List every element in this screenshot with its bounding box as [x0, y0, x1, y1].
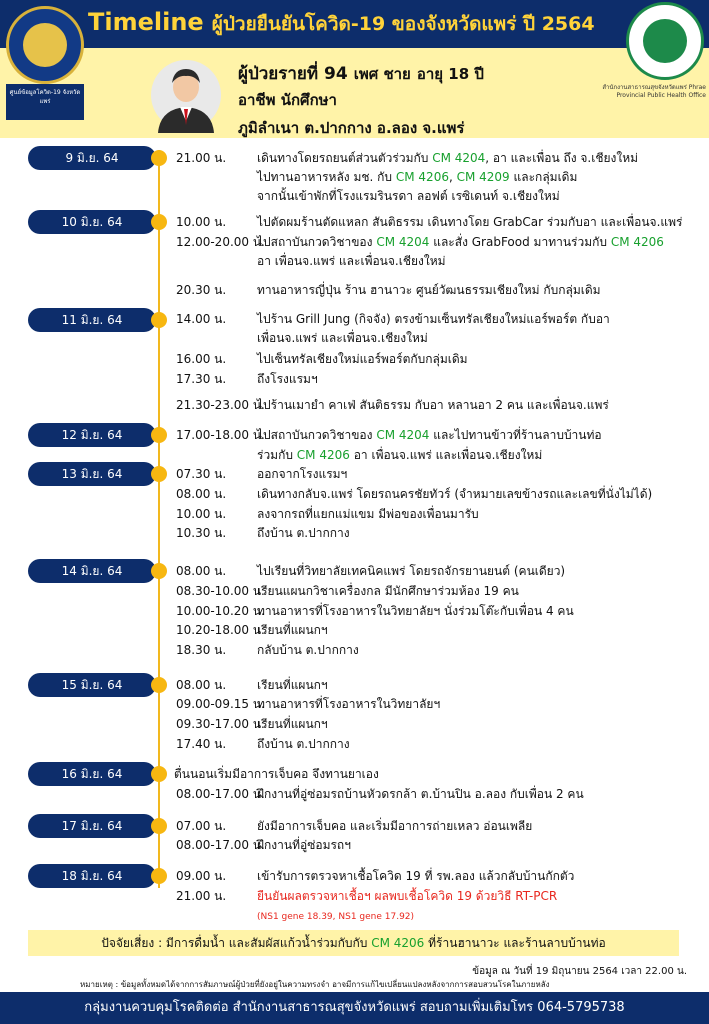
event-description: [257, 396, 609, 415]
event-description: [257, 310, 610, 329]
event-description: [257, 906, 414, 927]
timeline-event: [0, 426, 709, 445]
event-time: 20.30 น.: [176, 283, 227, 297]
timeline-event: [0, 187, 709, 206]
text-segment: ร่วมกับ: [257, 448, 297, 462]
case-number: ผู้ป่วยรายที่ 94: [238, 64, 348, 84]
text-segment: และสั่ง GrabFood มาทานร่วมกับ: [429, 235, 611, 249]
timeline-event: [0, 350, 709, 369]
event-description: [257, 562, 565, 581]
event-time: 10.00 น.: [176, 507, 227, 521]
text-segment: ลงจากรถที่แยกแม่แขม มีพ่อของเพื่อนมารับ: [257, 507, 479, 521]
event-description: [257, 505, 479, 524]
event-description: [257, 281, 601, 300]
footer-contact: กลุ่มงานควบคุมโรคติดต่อ สำนักงานสาธารณสุขจังหวัดแพร่ สอบถามเพิ่มเติมโทร 064-5795738: [0, 992, 709, 1024]
event-time: 17.00-18.00 น.: [176, 428, 265, 442]
text-segment: ฝึกงานที่อู่ซ่อมรถฯ: [257, 838, 351, 852]
event-time: 12.00-20.00 น.: [176, 235, 265, 249]
case-reference: CM 4206: [610, 235, 664, 249]
event-description: [257, 867, 574, 886]
text-segment: ปัจจัยเสี่ยง : มีการดื่มน้ำ และสัมผัสแก้วน้ำร่วมกับกับ: [101, 936, 372, 950]
text-segment: ไปสถาบันกวดวิชาของ: [257, 235, 377, 249]
event-time: 10.20-18.00 น.: [176, 623, 265, 637]
event-description: [257, 252, 446, 271]
text-segment: ถึงบ้าน ต.ปากกาง: [257, 737, 350, 751]
date-pill: 14 มิ.ย. 64: [28, 559, 156, 583]
event-time: 17.30 น.: [176, 372, 227, 386]
patient-age: อายุ 18 ปี: [416, 65, 484, 83]
text-segment: จากนั้นเข้าพักที่โรงแรมรินรดา ลอฟต์ เรซิเดนท์ จ.เชียงใหม่: [257, 189, 560, 203]
text-segment: ถึงบ้าน ต.ปากกาง: [257, 526, 350, 540]
text-segment: เรียนที่แผนกฯ: [257, 623, 328, 637]
event-description: [257, 187, 560, 206]
patient-occupation: อาชีพ นักศึกษา: [238, 91, 337, 109]
text-segment: ไปสถาบันกวดวิชาของ: [257, 428, 377, 442]
event-time: 21.00 น.: [176, 889, 227, 903]
case-reference: CM 4206: [371, 936, 425, 950]
timeline-event: [0, 621, 709, 640]
health-office-caption: สำนักงานสาธารณสุขจังหวัดแพร่ Phrae Provincial Public Health Office: [602, 84, 706, 99]
timeline-event: [0, 329, 709, 348]
timeline-event: [0, 252, 709, 271]
text-segment: ทานอาหารที่โรงอาหารในวิทยาลัยฯ นั่งร่วมโต๊ะกับเพื่อน 4 คน: [257, 604, 574, 618]
event-time: 08.00 น.: [176, 487, 227, 501]
highlight-text: ยืนยันผลตรวจหาเชื้อฯ ผลพบเชื้อโควิด 19 ด้วยวิธี RT-PCR: [257, 889, 558, 903]
timeline-event: [0, 310, 709, 329]
covid-center-caption: ศูนย์ข้อมูลโควิด-19 จังหวัดแพร่: [6, 84, 84, 120]
event-time: 09.00-09.15 น.: [176, 697, 265, 711]
timeline-event: [0, 641, 709, 660]
timeline-event: [0, 735, 709, 754]
case-reference: CM 4206: [296, 448, 350, 462]
case-reference: CM 4209: [456, 170, 510, 184]
event-time: 08.00-17.00 น.: [176, 838, 265, 852]
event-description: [257, 695, 440, 714]
timeline-event: [0, 524, 709, 543]
phrae-provincial-seal-logo: [6, 6, 84, 84]
date-pill: 9 มิ.ย. 64: [28, 146, 156, 170]
case-reference: CM 4204: [376, 235, 430, 249]
event-description: [257, 602, 574, 621]
event-description: [257, 715, 328, 734]
event-time: 08.00-17.00 น.: [176, 787, 265, 801]
timeline-event: [0, 785, 709, 804]
timeline-event: [0, 676, 709, 695]
event-time: 18.30 น.: [176, 643, 227, 657]
event-time: 10.00 น.: [176, 215, 227, 229]
case-reference: CM 4204: [432, 151, 486, 165]
date-pill: 13 มิ.ย. 64: [28, 462, 156, 486]
timeline-event: [0, 582, 709, 601]
timeline-event: [0, 396, 709, 415]
text-segment: ยังมีอาการเจ็บคอ และเริ่มมีอาการถ่ายเหลว อ่อนเพลีย: [257, 819, 533, 833]
risk-factor-box: [28, 930, 679, 956]
patient-hometown: ภูมิลำเนา ต.ปากกาง อ.ลอง จ.แพร่: [238, 119, 465, 137]
text-segment: เรียนที่แผนกฯ: [257, 678, 328, 692]
text-segment: ไปเซ็นทรัลเชียงใหม่แอร์พอร์ตกับกลุ่มเดิม: [257, 352, 468, 366]
event-time: 07.00 น.: [176, 819, 227, 833]
text-segment: เดินทางโดยรถยนต์ส่วนตัวร่วมกับ: [257, 151, 433, 165]
text-segment: ไปร้าน Grill Jung (กิจจัง) ตรงข้ามเซ็นทรัลเชียงใหม่แอร์พอร์ต กับอา: [257, 312, 610, 326]
timeline-event: [0, 281, 709, 300]
text-segment: ไปร้านเมายำ คาเฟ่ สันติธรรม กับอา หลานอา 2 คน และเพื่อนจ.แพร่: [257, 398, 609, 412]
timeline-event: [0, 485, 709, 504]
event-time: 17.40 น.: [176, 737, 227, 751]
date-pill: 12 มิ.ย. 64: [28, 423, 156, 447]
event-description: [257, 641, 359, 660]
timeline-event: [0, 836, 709, 855]
event-description: [257, 446, 542, 465]
timeline-event: [0, 867, 709, 886]
text-segment: อา เพื่อนจ.แพร่ และเพื่อนจ.เชียงใหม่: [349, 448, 543, 462]
text-segment: เดินทางกลับจ.แพร่ โดยรถนครชัยทัวร์ (จำหมายเลขข้างรถและเลขที่นั่งไม่ได้): [257, 487, 653, 501]
date-pill: 17 มิ.ย. 64: [28, 814, 156, 838]
text-segment: ไปตัดผมร้านตัดแหลก สันติธรรม เดินทางโดย GrabCar ร่วมกับอา และเพื่อนจ.แพร่: [257, 215, 683, 229]
timeline-event: [0, 715, 709, 734]
event-description: [257, 350, 468, 369]
date-pill: 10 มิ.ย. 64: [28, 210, 156, 234]
timeline-event: [0, 602, 709, 621]
event-description: [257, 233, 664, 252]
text-segment: ไปทานอาหารหลัง มช. กับ: [257, 170, 396, 184]
text-segment: และไปทานข้าวที่ร้านลาบบ้านท่อ: [429, 428, 602, 442]
event-description: [174, 765, 379, 784]
patient-sex: เพศ ชาย: [353, 65, 411, 83]
event-time: 09.00 น.: [176, 869, 227, 883]
highlight-text: (NS1 gene 18.39, NS1 gene 17.92): [257, 912, 415, 922]
text-segment: เรียนแผนกวิชาเครื่องกล มีนักศึกษาร่วมห้อง 19 คน: [257, 584, 519, 598]
ministry-public-health-logo: [626, 2, 704, 80]
patient-case-line: [238, 60, 490, 87]
date-pill: 15 มิ.ย. 64: [28, 673, 156, 697]
timeline-event: [0, 370, 709, 389]
text-segment: และกลุ่มเดิม: [509, 170, 578, 184]
timeline-event: [0, 168, 709, 187]
event-time: 09.30-17.00 น.: [176, 717, 265, 731]
event-time: 21.00 น.: [176, 151, 227, 165]
event-description: [257, 213, 683, 232]
text-segment: ออกจากโรงแรมฯ: [257, 467, 348, 481]
event-description: [257, 735, 350, 754]
date-pill: 16 มิ.ย. 64: [28, 762, 156, 786]
event-description: [257, 426, 602, 445]
event-time: 08.30-10.00 น.: [176, 584, 265, 598]
text-segment: ตื่นนอนเริ่มมีอาการเจ็บคอ จึงทานยาเอง: [174, 767, 379, 781]
page-title: [88, 8, 595, 39]
text-segment: ,: [448, 170, 457, 184]
text-segment: , อา และเพื่อน ถึง จ.เชียงใหม่: [485, 151, 639, 165]
timeline-event: [0, 505, 709, 524]
text-segment: ทานอาหารญี่ปุ่น ร้าน ฮานาวะ ศูนย์วัฒนธรรมเชียงใหม่ กับกลุ่มเดิม: [257, 283, 601, 297]
date-pill: 18 มิ.ย. 64: [28, 864, 156, 888]
event-description: [257, 817, 532, 836]
event-time: 08.00 น.: [176, 678, 227, 692]
timeline-event: [0, 562, 709, 581]
event-description: [257, 485, 652, 504]
text-segment: ถึงโรงแรมฯ: [257, 372, 318, 386]
case-reference: CM 4204: [376, 428, 430, 442]
event-time: 10.30 น.: [176, 526, 227, 540]
title-rest: ผู้ป่วยยืนยันโควิด-19 ของจังหวัดแพร่ ปี 2564: [211, 13, 595, 35]
text-segment: เพื่อนจ.แพร่ และเพื่อนจ.เชียงใหม่: [257, 331, 428, 345]
event-description: [257, 168, 577, 187]
case-reference: CM 4206: [395, 170, 449, 184]
event-description: [257, 676, 328, 695]
remark-note: หมายเหตุ : ข้อมูลทั้งหมดได้จากการสัมภาษณ์ผู้ป่วยที่ยังอยู่ในความทรงจำ อาจมีการแก้ไขเปลี่ยนแปลงหลังจากการสอบสวนโรคในภายหลัง: [80, 980, 550, 989]
event-time: 08.00 น.: [176, 564, 227, 578]
timeline-event: [0, 887, 709, 906]
data-as-of: ข้อมูล ณ วันที่ 19 มิถุนายน 2564 เวลา 22.00 น.: [472, 966, 687, 977]
text-segment: ไปเรียนที่วิทยาลัยเทคนิคแพร่ โดยรถจักรยานยนต์ (คนเดียว): [257, 564, 566, 578]
timeline-event: [0, 233, 709, 252]
timeline-event: [0, 446, 709, 465]
event-description: [257, 836, 351, 855]
timeline-event: [0, 213, 709, 232]
date-pill: 11 มิ.ย. 64: [28, 308, 156, 332]
text-segment: เรียนที่แผนกฯ: [257, 717, 328, 731]
event-description: [257, 524, 350, 543]
event-description: [257, 582, 519, 601]
header: [0, 0, 709, 138]
event-time: 14.00 น.: [176, 312, 227, 326]
text-segment: ฝึกงานที่อู่ซ่อมรถบ้านหัวดรกล้า ต.บ้านปิน อ.ลอง กับเพื่อน 2 คน: [257, 787, 584, 801]
event-description: [257, 370, 318, 389]
event-description: [257, 887, 557, 906]
event-description: [257, 785, 584, 804]
patient-avatar-icon: [150, 55, 222, 135]
timeline-event: [0, 765, 709, 784]
timeline-event: [0, 817, 709, 836]
event-time: 16.00 น.: [176, 352, 227, 366]
event-time: 21.30-23.00 น.: [176, 398, 265, 412]
event-time: 10.00-10.20 น.: [176, 604, 265, 618]
timeline-event: [0, 906, 709, 925]
text-segment: เข้ารับการตรวจหาเชื้อโควิด 19 ที่ รพ.ลอง แล้วกลับบ้านกักตัว: [257, 869, 575, 883]
text-segment: กลับบ้าน ต.ปากกาง: [257, 643, 359, 657]
timeline-event: [0, 695, 709, 714]
event-description: [257, 149, 638, 168]
event-description: [257, 465, 347, 484]
text-segment: ที่ร้านฮานาวะ และร้านลาบบ้านท่อ: [424, 936, 606, 950]
event-description: [257, 329, 428, 348]
timeline-event: [0, 149, 709, 168]
event-description: [257, 621, 328, 640]
event-time: 07.30 น.: [176, 467, 227, 481]
text-segment: ทานอาหารที่โรงอาหารในวิทยาลัยฯ: [257, 697, 441, 711]
text-segment: อา เพื่อนจ.แพร่ และเพื่อนจ.เชียงใหม่: [257, 254, 446, 268]
timeline-event: [0, 465, 709, 484]
title-lead: Timeline: [88, 8, 204, 36]
